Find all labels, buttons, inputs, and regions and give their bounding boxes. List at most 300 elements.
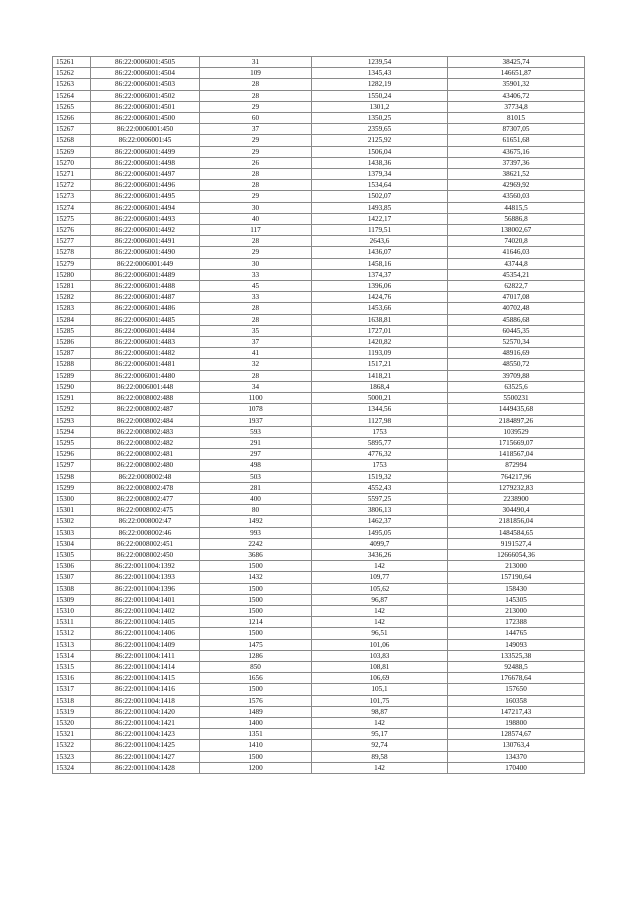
cadastral-number-cell: 86:22:0006001:4481 [91,359,200,370]
row-number-cell: 15298 [53,471,91,482]
unit-value-cell: 2359,65 [312,124,448,135]
unit-value-cell: 96,87 [312,594,448,605]
row-number-cell: 15261 [53,57,91,68]
row-number-cell: 15290 [53,381,91,392]
unit-value-cell: 4099,7 [312,538,448,549]
table-row [53,247,585,258]
cadastral-number-cell: 86:22:0006001:4496 [91,180,200,191]
unit-value-cell: 1418,21 [312,370,448,381]
table-row [53,561,585,572]
quantity-cell: 1286 [200,650,312,661]
row-number-cell: 15289 [53,370,91,381]
row-number-cell: 15281 [53,281,91,292]
total-value-cell: 872994 [448,460,585,471]
cadastral-number-cell: 86:22:0006001:4498 [91,157,200,168]
quantity-cell: 1500 [200,605,312,616]
row-number-cell: 15274 [53,202,91,213]
table-row [53,516,585,527]
quantity-cell: 2242 [200,538,312,549]
unit-value-cell: 1424,76 [312,292,448,303]
unit-value-cell: 1453,66 [312,303,448,314]
unit-value-cell: 1193,09 [312,348,448,359]
unit-value-cell: 101,06 [312,639,448,650]
total-value-cell: 170400 [448,762,585,773]
unit-value-cell: 1179,51 [312,225,448,236]
unit-value-cell: 1534,64 [312,180,448,191]
row-number-cell: 15323 [53,751,91,762]
table-row [53,661,585,672]
quantity-cell: 850 [200,661,312,672]
unit-value-cell: 3806,13 [312,505,448,516]
total-value-cell: 176678,64 [448,673,585,684]
quantity-cell: 1500 [200,684,312,695]
table-row [53,695,585,706]
unit-value-cell: 1519,32 [312,471,448,482]
cadastral-number-cell: 86:22:0008002:481 [91,449,200,460]
unit-value-cell: 105,1 [312,684,448,695]
table-row [53,124,585,135]
cadastral-number-cell: 86:22:0006001:4497 [91,169,200,180]
row-number-cell: 15292 [53,404,91,415]
unit-value-cell: 4552,43 [312,482,448,493]
quantity-cell: 33 [200,269,312,280]
row-number-cell: 15263 [53,79,91,90]
table-row [53,673,585,684]
table-row [53,393,585,404]
total-value-cell: 1715669,07 [448,437,585,448]
quantity-cell: 1432 [200,572,312,583]
cadastral-number-cell: 86:22:0006001:4484 [91,325,200,336]
row-number-cell: 15284 [53,314,91,325]
row-number-cell: 15314 [53,650,91,661]
row-number-cell: 15291 [53,393,91,404]
cadastral-number-cell: 86:22:0006001:449 [91,258,200,269]
total-value-cell: 213000 [448,561,585,572]
unit-value-cell: 142 [312,717,448,728]
unit-value-cell: 142 [312,617,448,628]
row-number-cell: 15269 [53,146,91,157]
row-number-cell: 15278 [53,247,91,258]
total-value-cell: 39709,88 [448,370,585,381]
quantity-cell: 1489 [200,706,312,717]
quantity-cell: 37 [200,337,312,348]
table-row [53,628,585,639]
table-row [53,706,585,717]
unit-value-cell: 95,17 [312,729,448,740]
cadastral-number-cell: 86:22:0008002:480 [91,460,200,471]
cadastral-number-cell: 86:22:0006001:4495 [91,191,200,202]
unit-value-cell: 89,58 [312,751,448,762]
cadastral-number-cell: 86:22:0011004:1411 [91,650,200,661]
unit-value-cell: 1638,81 [312,314,448,325]
table-row [53,684,585,695]
cadastral-number-cell: 86:22:0011004:1401 [91,594,200,605]
unit-value-cell: 1127,98 [312,415,448,426]
cadastral-number-cell: 86:22:0008002:482 [91,437,200,448]
row-number-cell: 15280 [53,269,91,280]
cadastral-number-cell: 86:22:0006001:4490 [91,247,200,258]
quantity-cell: 3686 [200,549,312,560]
unit-value-cell: 1438,36 [312,157,448,168]
unit-value-cell: 142 [312,762,448,773]
quantity-cell: 291 [200,437,312,448]
unit-value-cell: 142 [312,605,448,616]
cadastral-number-cell: 86:22:0011004:1392 [91,561,200,572]
cadastral-number-cell: 86:22:0006001:4489 [91,269,200,280]
row-number-cell: 15305 [53,549,91,560]
quantity-cell: 1400 [200,717,312,728]
row-number-cell: 15267 [53,124,91,135]
total-value-cell: 1449435,68 [448,404,585,415]
unit-value-cell: 3436,26 [312,549,448,560]
row-number-cell: 15277 [53,236,91,247]
cadastral-number-cell: 86:22:0006001:4482 [91,348,200,359]
cadastral-number-cell: 86:22:0006001:4491 [91,236,200,247]
quantity-cell: 109 [200,68,312,79]
row-number-cell: 15312 [53,628,91,639]
cadastral-number-cell: 86:22:0011004:1414 [91,661,200,672]
row-number-cell: 15273 [53,191,91,202]
unit-value-cell: 103,83 [312,650,448,661]
row-number-cell: 15306 [53,561,91,572]
row-number-cell: 15320 [53,717,91,728]
table-row [53,449,585,460]
cadastral-number-cell: 86:22:0008002:488 [91,393,200,404]
row-number-cell: 15279 [53,258,91,269]
total-value-cell: 764217,96 [448,471,585,482]
unit-value-cell: 101,75 [312,695,448,706]
total-value-cell: 1279232,83 [448,482,585,493]
unit-value-cell: 4776,32 [312,449,448,460]
row-number-cell: 15265 [53,101,91,112]
quantity-cell: 1078 [200,404,312,415]
quantity-cell: 41 [200,348,312,359]
total-value-cell: 40702,48 [448,303,585,314]
total-value-cell: 157190,64 [448,572,585,583]
quantity-cell: 33 [200,292,312,303]
cadastral-number-cell: 86:22:0011004:1402 [91,605,200,616]
unit-value-cell: 1495,05 [312,527,448,538]
row-number-cell: 15311 [53,617,91,628]
row-number-cell: 15309 [53,594,91,605]
row-number-cell: 15295 [53,437,91,448]
quantity-cell: 28 [200,303,312,314]
row-number-cell: 15300 [53,493,91,504]
quantity-cell: 26 [200,157,312,168]
unit-value-cell: 106,69 [312,673,448,684]
total-value-cell: 56886,8 [448,213,585,224]
table-row [53,90,585,101]
quantity-cell: 1475 [200,639,312,650]
unit-value-cell: 1493,85 [312,202,448,213]
total-value-cell: 60445,35 [448,325,585,336]
row-number-cell: 15268 [53,135,91,146]
unit-value-cell: 1422,17 [312,213,448,224]
quantity-cell: 29 [200,101,312,112]
row-number-cell: 15286 [53,337,91,348]
quantity-cell: 29 [200,247,312,258]
row-number-cell: 15276 [53,225,91,236]
quantity-cell: 60 [200,113,312,124]
cadastral-number-cell: 86:22:0011004:1409 [91,639,200,650]
table-row [53,180,585,191]
unit-value-cell: 1374,37 [312,269,448,280]
cadastral-number-cell: 86:22:0006001:4505 [91,57,200,68]
row-number-cell: 15303 [53,527,91,538]
table-row [53,650,585,661]
row-number-cell: 15297 [53,460,91,471]
cadastral-number-cell: 86:22:0011004:1393 [91,572,200,583]
unit-value-cell: 1753 [312,460,448,471]
total-value-cell: 43406,72 [448,90,585,101]
row-number-cell: 15321 [53,729,91,740]
total-value-cell: 45886,68 [448,314,585,325]
cadastral-number-cell: 86:22:0006001:4492 [91,225,200,236]
table-row [53,79,585,90]
total-value-cell: 38425,74 [448,57,585,68]
row-number-cell: 15301 [53,505,91,516]
row-number-cell: 15310 [53,605,91,616]
total-value-cell: 52570,34 [448,337,585,348]
quantity-cell: 30 [200,258,312,269]
total-value-cell: 160358 [448,695,585,706]
total-value-cell: 47017,08 [448,292,585,303]
unit-value-cell: 1345,43 [312,68,448,79]
quantity-cell: 30 [200,202,312,213]
cadastral-number-cell: 86:22:0006001:4499 [91,146,200,157]
quantity-cell: 1500 [200,561,312,572]
total-value-cell: 9191527,4 [448,538,585,549]
quantity-cell: 28 [200,236,312,247]
total-value-cell: 304490,4 [448,505,585,516]
quantity-cell: 35 [200,325,312,336]
unit-value-cell: 92,74 [312,740,448,751]
quantity-cell: 1576 [200,695,312,706]
unit-value-cell: 1344,56 [312,404,448,415]
table-row [53,101,585,112]
total-value-cell: 172388 [448,617,585,628]
quantity-cell: 31 [200,57,312,68]
total-value-cell: 133525,38 [448,650,585,661]
cadastral-number-cell: 86:22:0011004:1418 [91,695,200,706]
table-row [53,538,585,549]
unit-value-cell: 1458,16 [312,258,448,269]
cadastral-number-cell: 86:22:0011004:1423 [91,729,200,740]
quantity-cell: 29 [200,135,312,146]
total-value-cell: 81015 [448,113,585,124]
table-row [53,348,585,359]
table-row [53,236,585,247]
cadastral-number-cell: 86:22:0008002:487 [91,404,200,415]
table-row [53,269,585,280]
row-number-cell: 15299 [53,482,91,493]
table-row [53,169,585,180]
quantity-cell: 1500 [200,594,312,605]
table-row [53,381,585,392]
quantity-cell: 28 [200,180,312,191]
total-value-cell: 144765 [448,628,585,639]
table-row [53,258,585,269]
row-number-cell: 15282 [53,292,91,303]
data-table-page [52,56,584,774]
total-value-cell: 74020,8 [448,236,585,247]
unit-value-cell: 1436,07 [312,247,448,258]
row-number-cell: 15302 [53,516,91,527]
table-body [53,57,585,774]
quantity-cell: 400 [200,493,312,504]
quantity-cell: 1500 [200,751,312,762]
table-row [53,292,585,303]
cadastral-number-cell: 86:22:0006001:448 [91,381,200,392]
table-row [53,225,585,236]
cadastral-table [52,56,585,774]
table-row [53,303,585,314]
table-row [53,113,585,124]
total-value-cell: 61651,68 [448,135,585,146]
unit-value-cell: 96,51 [312,628,448,639]
table-row [53,337,585,348]
row-number-cell: 15316 [53,673,91,684]
total-value-cell: 5500231 [448,393,585,404]
quantity-cell: 993 [200,527,312,538]
row-number-cell: 15262 [53,68,91,79]
cadastral-number-cell: 86:22:0006001:4494 [91,202,200,213]
cadastral-number-cell: 86:22:0011004:1406 [91,628,200,639]
quantity-cell: 80 [200,505,312,516]
quantity-cell: 1937 [200,415,312,426]
total-value-cell: 213000 [448,605,585,616]
unit-value-cell: 2643,6 [312,236,448,247]
cadastral-number-cell: 86:22:0008002:484 [91,415,200,426]
total-value-cell: 35901,32 [448,79,585,90]
total-value-cell: 43675,16 [448,146,585,157]
quantity-cell: 45 [200,281,312,292]
unit-value-cell: 1753 [312,426,448,437]
row-number-cell: 15266 [53,113,91,124]
row-number-cell: 15319 [53,706,91,717]
cadastral-number-cell: 86:22:0008002:478 [91,482,200,493]
cadastral-number-cell: 86:22:0006001:4503 [91,79,200,90]
row-number-cell: 15271 [53,169,91,180]
unit-value-cell: 5000,21 [312,393,448,404]
total-value-cell: 45354,21 [448,269,585,280]
unit-value-cell: 142 [312,561,448,572]
table-row [53,527,585,538]
row-number-cell: 15313 [53,639,91,650]
cadastral-number-cell: 86:22:0008002:48 [91,471,200,482]
table-row [53,594,585,605]
total-value-cell: 87307,05 [448,124,585,135]
cadastral-number-cell: 86:22:0008002:451 [91,538,200,549]
total-value-cell: 1418567,04 [448,449,585,460]
table-row [53,157,585,168]
cadastral-number-cell: 86:22:0006001:45 [91,135,200,146]
table-row [53,717,585,728]
quantity-cell: 28 [200,79,312,90]
quantity-cell: 1500 [200,628,312,639]
unit-value-cell: 1502,07 [312,191,448,202]
cadastral-number-cell: 86:22:0006001:4487 [91,292,200,303]
unit-value-cell: 5597,25 [312,493,448,504]
table-row [53,325,585,336]
row-number-cell: 15285 [53,325,91,336]
cadastral-number-cell: 86:22:0011004:1396 [91,583,200,594]
total-value-cell: 48550,72 [448,359,585,370]
quantity-cell: 1656 [200,673,312,684]
table-row [53,370,585,381]
cadastral-number-cell: 86:22:0011004:1421 [91,717,200,728]
unit-value-cell: 1239,54 [312,57,448,68]
table-row [53,68,585,79]
table-row [53,729,585,740]
unit-value-cell: 1868,4 [312,381,448,392]
unit-value-cell: 1379,34 [312,169,448,180]
quantity-cell: 503 [200,471,312,482]
table-row [53,572,585,583]
total-value-cell: 2181856,04 [448,516,585,527]
table-row [53,191,585,202]
total-value-cell: 149093 [448,639,585,650]
total-value-cell: 43560,03 [448,191,585,202]
table-row [53,202,585,213]
unit-value-cell: 105,62 [312,583,448,594]
quantity-cell: 1500 [200,583,312,594]
cadastral-number-cell: 86:22:0006001:4500 [91,113,200,124]
unit-value-cell: 1396,06 [312,281,448,292]
quantity-cell: 1492 [200,516,312,527]
quantity-cell: 29 [200,191,312,202]
quantity-cell: 593 [200,426,312,437]
cadastral-number-cell: 86:22:0008002:475 [91,505,200,516]
cadastral-number-cell: 86:22:0008002:450 [91,549,200,560]
quantity-cell: 117 [200,225,312,236]
table-row [53,415,585,426]
table-row [53,281,585,292]
table-row [53,471,585,482]
total-value-cell: 1484584,65 [448,527,585,538]
total-value-cell: 138002,67 [448,225,585,236]
total-value-cell: 130763,4 [448,740,585,751]
unit-value-cell: 1462,37 [312,516,448,527]
cadastral-number-cell: 86:22:0006001:4486 [91,303,200,314]
total-value-cell: 12666054,36 [448,549,585,560]
row-number-cell: 15318 [53,695,91,706]
total-value-cell: 2184897,26 [448,415,585,426]
row-number-cell: 15296 [53,449,91,460]
quantity-cell: 1214 [200,617,312,628]
quantity-cell: 34 [200,381,312,392]
row-number-cell: 15308 [53,583,91,594]
total-value-cell: 44815,5 [448,202,585,213]
quantity-cell: 29 [200,146,312,157]
unit-value-cell: 5895,77 [312,437,448,448]
cadastral-number-cell: 86:22:0011004:1425 [91,740,200,751]
row-number-cell: 15270 [53,157,91,168]
table-row [53,482,585,493]
row-number-cell: 15307 [53,572,91,583]
row-number-cell: 15287 [53,348,91,359]
quantity-cell: 281 [200,482,312,493]
total-value-cell: 38621,52 [448,169,585,180]
cadastral-number-cell: 86:22:0011004:1428 [91,762,200,773]
row-number-cell: 15294 [53,426,91,437]
table-row [53,740,585,751]
table-row [53,493,585,504]
quantity-cell: 297 [200,449,312,460]
unit-value-cell: 108,81 [312,661,448,672]
total-value-cell: 62822,7 [448,281,585,292]
quantity-cell: 28 [200,370,312,381]
